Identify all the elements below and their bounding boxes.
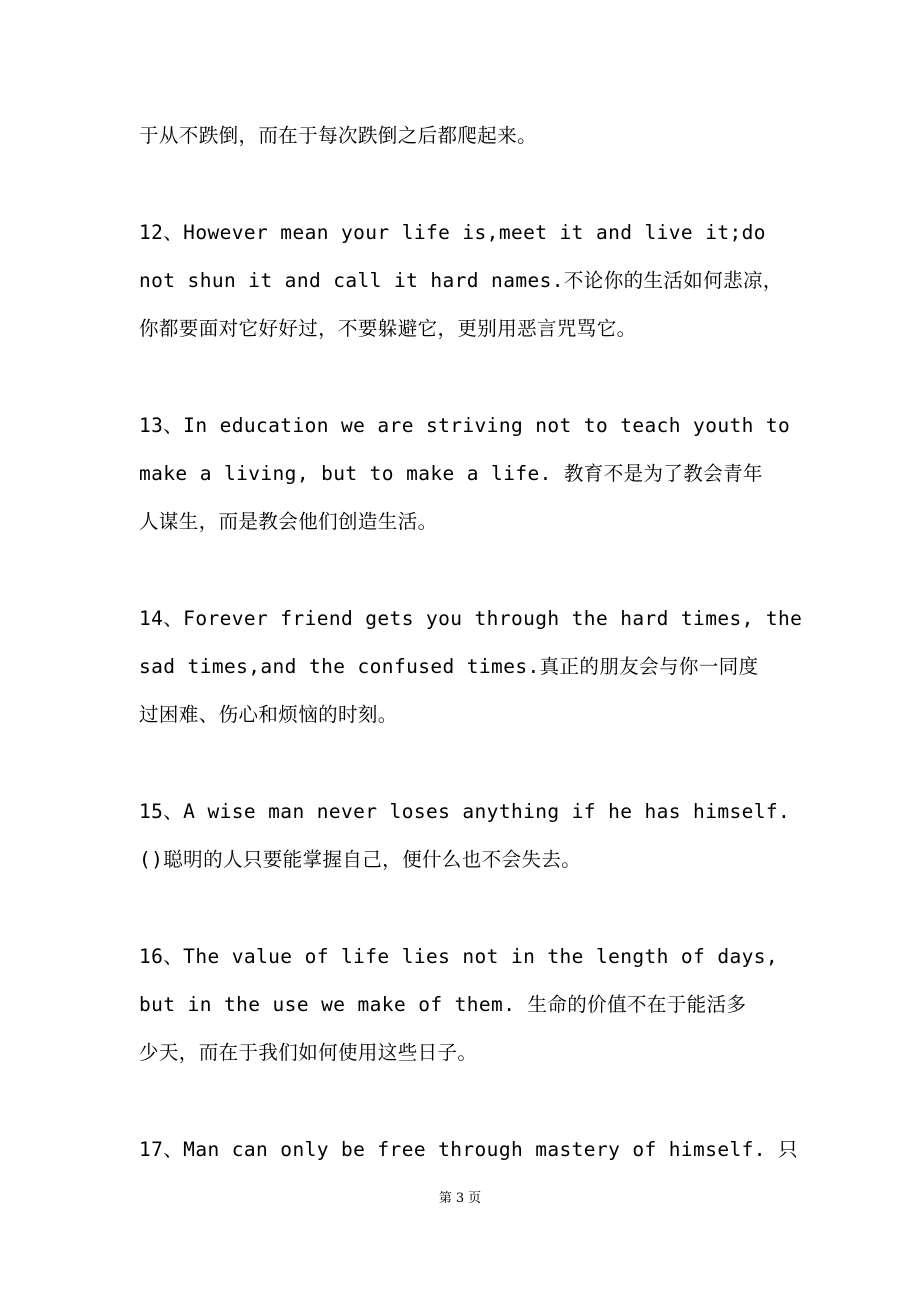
paragraph-16-line-1: 16、The value of life lies not in the length of days,: [139, 945, 779, 968]
paragraph-16-line-2: but in the use we make of them. 生命的价值不在于能活多: [139, 993, 747, 1016]
paragraph-12-line-1: 12、However mean your life is,meet it and live it;do: [139, 221, 766, 244]
footer-suffix: 页: [468, 1191, 482, 1206]
page-number: 3: [455, 1191, 465, 1206]
paragraph-14-line-3: 过困难、伤心和烦恼的时刻。: [139, 703, 398, 726]
paragraph-14-line-2: sad times,and the confused times.真正的朋友会与你一同度: [139, 655, 759, 678]
paragraph-13-line-2: make a living, but to make a life. 教育不是为了教会青年: [139, 462, 763, 485]
paragraph-17-line-1: 17、Man can only be free through mastery of himself. 只: [139, 1138, 798, 1161]
paragraph-14-line-1: 14、Forever friend gets you through the hard times, the: [139, 607, 803, 630]
paragraph-12-line-2: not shun it and call it hard names.不论你的生活如何悲凉，: [139, 269, 783, 292]
paragraph-13-line-3: 人谋生，而是教会他们创造生活。: [139, 510, 438, 533]
page-footer: [0, 1189, 920, 1209]
paragraph-13-line-1: 13、In education we are striving not to teach youth to: [139, 414, 791, 437]
paragraph-16-line-3: 少天，而在于我们如何使用这些日子。: [139, 1041, 478, 1064]
paragraph-15-line-2: ()聪明的人只要能掌握自己，便什么也不会失去。: [139, 848, 582, 871]
paragraph-11-line-2: 于从不跌倒，而在于每次跌倒之后都爬起来。: [139, 124, 538, 147]
paragraph-12-line-3: 你都要面对它好好过，不要躲避它，更别用恶言咒骂它。: [139, 317, 637, 340]
paragraph-15-line-1: 15、A wise man never loses anything if he has himself.: [139, 800, 791, 823]
footer-prefix: 第: [438, 1191, 452, 1206]
